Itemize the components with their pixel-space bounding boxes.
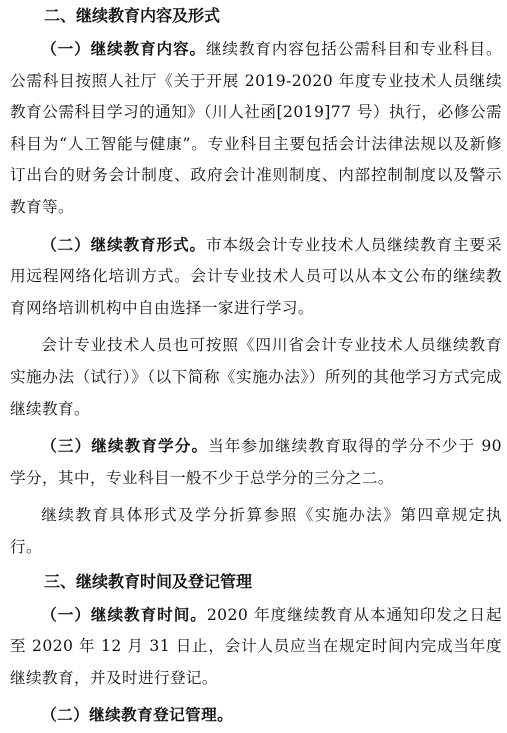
document-page (10, 4, 502, 732)
section-heading-content-and-form: 二、继续教育内容及形式 (44, 6, 221, 25)
section-heading-time-and-registration: 三、继续教育时间及登记管理 (44, 571, 253, 591)
paragraph-time (10, 600, 502, 695)
paragraph-content (10, 34, 502, 224)
paragraph-text-time: 2020 年度继续教育从本通知印发之日起至 2020 年 12 月 31 日止，会计人员应当在规定时间内完成当年度继续教育，并及时进行登记。 (10, 605, 502, 687)
paragraph-text-content: 继续教育内容包括公需科目和专业科目。公需科目按照人社厅《关于开展 2019-2020 年度专业技术人员继续教育公需科目学习的通知》（川人社函[2019]77 号）执行，必修公需科目为“人工智能与健康”。专业科目主要包括会计法律法规以及新修订出台的财务会计制度、政府会计准则制度、内部控制制度以及警示教育等。 (10, 40, 502, 216)
paragraph-lead-credits: （三）继续教育学分。 (41, 437, 209, 456)
paragraph-credit-conversion (10, 500, 502, 563)
paragraph-lead-registration: （二）继续教育登记管理。 (41, 706, 234, 725)
paragraph-lead-form: （二）继续教育形式。 (41, 235, 206, 254)
paragraph-text-other-methods: 会计专业技术人员也可按照《四川省会计专业技术人员继续教育实施办法（试行）》（以下简称《实施办法》）所列的其他学习方式完成继续教育。 (10, 336, 502, 418)
paragraph-text-credits: 当年参加继续教育取得的学分不少于 90 学分，其中，专业科目一般不少于总学分的三分之二。 (10, 437, 502, 487)
paragraph-text-form: 市本级会计专业技术人员继续教育主要采用远程网络化培训方式。会计专业技术人员可以从本文公布的继续教育网络培训机构中自由选择一家进行学习。 (10, 235, 502, 317)
paragraph-other-methods (10, 330, 502, 425)
paragraph-text-credit-conversion: 继续教育具体形式及学分折算参照《实施办法》第四章规定执行。 (10, 506, 502, 556)
paragraph-registration (10, 700, 502, 732)
paragraph-lead-time: （一）继续教育时间。 (41, 605, 207, 624)
paragraph-form (10, 230, 502, 325)
paragraph-credits (10, 431, 502, 494)
paragraph-lead-content: （一）继续教育内容。 (41, 40, 206, 58)
